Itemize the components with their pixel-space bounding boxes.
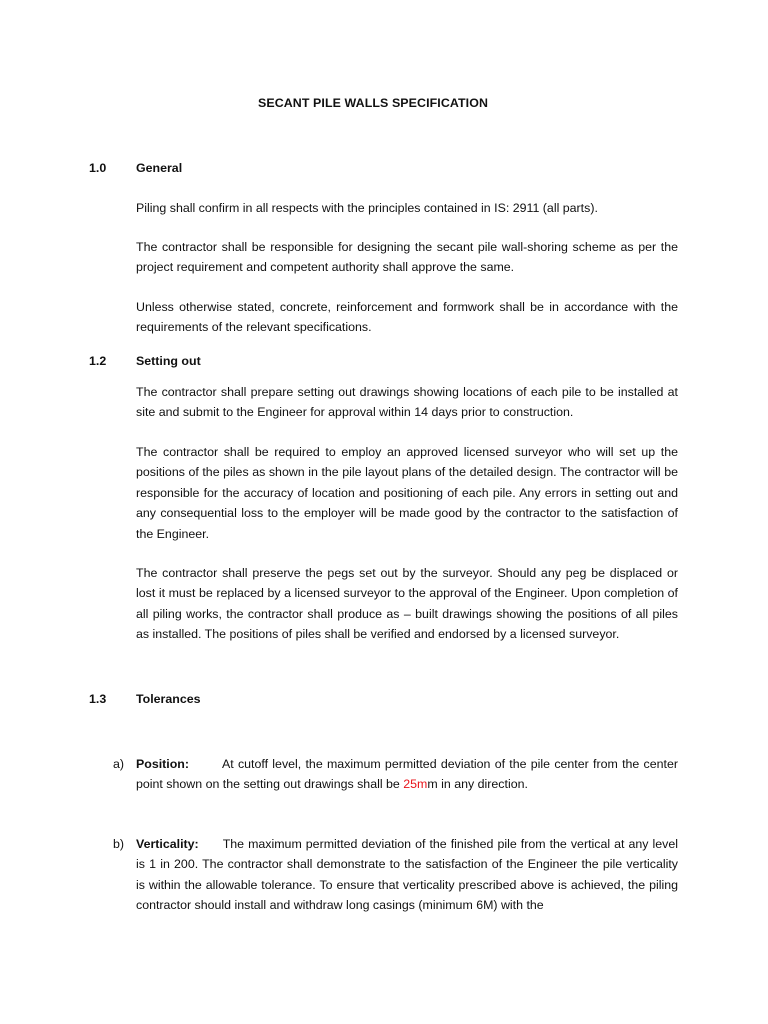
setting-out-paragraph-1: The contractor shall prepare setting out drawings showing locations of each pile to be installed at site and submit to the Engineer for approval within 14 days prior to construction. — [136, 385, 678, 420]
setting-out-paragraph-3: The contractor shall preserve the pegs set out by the surveyor. Should any peg be displaced or lost it must be replaced by a licensed surveyor to the approval of the Engineer. Upon completion of all piling works, the contractor shall produce as – built drawings showing the positions of all piles as installed. The positions of piles shall be verified and endorsed by a licensed surveyor. — [136, 566, 678, 642]
tolerance-item-a-label: Position: — [136, 757, 189, 771]
section-number-setting-out: 1.2 — [89, 354, 107, 368]
general-paragraph-1: Piling shall confirm in all respects with the principles contained in IS: 2911 (all parts). — [136, 201, 598, 215]
document-title: SECANT PILE WALLS SPECIFICATION — [257, 96, 489, 110]
setting-out-paragraph-2: The contractor shall be required to employ an approved licensed surveyor who will set up the positions of the piles as shown in the pile layout plans of the detailed design. The contractor will be responsible for the accuracy of location and positioning of each pile. Any errors in setting out and any consequential loss to the employer will be made good by the contractor to the satisfaction of the Engineer. — [136, 445, 678, 541]
tolerance-item-a-text-before: At cutoff level, the maximum permitted deviation of the pile center from the center point shown on the setting out drawings shall be — [136, 757, 678, 792]
tolerance-item-b-label: Verticality: — [136, 837, 199, 851]
tolerance-item-b-text — [136, 834, 678, 916]
tolerance-item-b-body: The maximum permitted deviation of the finished pile from the vertical at any level is 1 in 200. The contractor shall demonstrate to the satisfaction of the Engineer the pile verticality is within the allowable tolerance. To ensure that verticality prescribed above is achieved, the piling contractor should install and withdraw long casings (minimum 6M) with the — [136, 837, 678, 913]
tolerance-item-a-text-after: m in any direction. — [427, 777, 528, 792]
general-paragraph-2: The contractor shall be responsible for designing the secant pile wall-shoring scheme as per the project requirement and competent authority shall approve the same. — [136, 240, 678, 275]
tolerance-item-a-marker: a) — [113, 757, 125, 771]
section-heading-setting-out: Setting out — [136, 354, 201, 368]
section-number-tolerances: 1.3 — [89, 692, 107, 706]
section-heading-tolerances: Tolerances — [136, 692, 201, 706]
tolerance-item-a-highlight: 25m — [403, 777, 428, 792]
tolerance-item-a-text — [136, 754, 678, 795]
general-paragraph-3: Unless otherwise stated, concrete, reinforcement and formwork shall be in accordance with the requirements of the relevant specifications. — [136, 300, 678, 335]
section-number-general: 1.0 — [89, 161, 107, 175]
section-heading-general: General — [136, 161, 183, 175]
tolerance-item-b-marker: b) — [113, 837, 125, 851]
